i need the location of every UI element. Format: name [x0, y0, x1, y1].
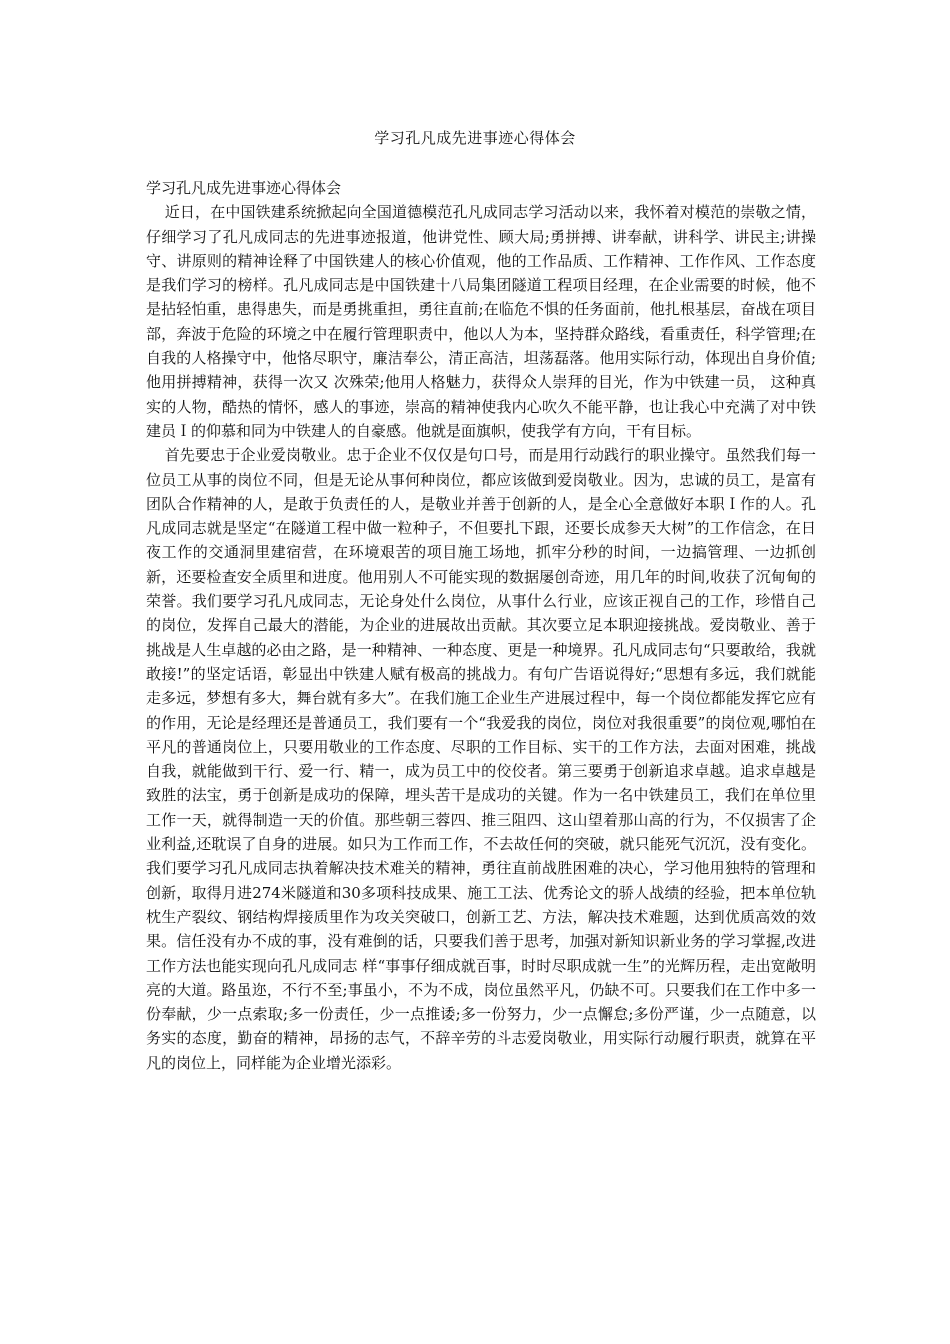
document-title: 学习孔凡成先进事迹心得体会 [374, 129, 576, 147]
document-subtitle: 学习孔凡成先进事迹心得体会 [146, 179, 342, 197]
body-paragraph: 近日，在中国铁建系统掀起向全国道德模范孔凡成同志学习活动以来，我怀着对模范的崇敬之情，仔细学习了孔凡成同志的先进事迹报道，他讲党性、顾大局;勇拼搏、讲奉献，讲科学、讲民主;讲操守、讲原则的精神诠释了中国铁建人的核心价值观，他的工作品质、工作精神、工作作风、工作态度是我们学习的榜样。孔凡成同志是中国铁建十八局集团隧道工程项目经理，在企业需要的时候，他不是拈轻怕重，患得患失，而是勇挑重担，勇往直前;在临危不惧的任务面前，他扎根基层，奋战在项目部，奔波于危险的环境之中在履行管理职责中，他以人为本，坚持群众路线，看重责任，科学管理;在自我的人格操守中，他恪尽职守，廉洁奉公，清正高洁，坦荡磊落。他用实际行动，体现出自身价值;他用拼搏精神，获得一次又 次殊荣;他用人格魅力，获得众人崇拜的目光，作为中铁建一员， 这种真实的人物，酷热的情怀，感人的事迹，崇高的精神使我内心吹久不能平静，也让我心中充满了对中铁建员Ｉ的仰慕和同为中铁建人的自豪感。他就是面旗帜，使我学有方向，干有目标。 [146, 203, 816, 440]
body-paragraph: 首先要忠于企业爱岗敬业。忠于企业不仅仅是句口号，而是用行动践行的职业操守。虽然我们每一位员工从事的岗位不同，但是无论从事何种岗位，都应该做到爱岗敬业。因为，忠诚的员工，是富有团队合作精神的人，是敢于负责任的人，是敬业并善于创新的人，是全心全意做好本职Ｉ作的人。孔凡成同志就是坚定“在隧道工程中做一粒种子，不但要扎下跟，还要长成参天大树”的工作信念，在日夜工作的交通洞里建宿营，在环境艰苦的项目施工场地，抓牢分秒的时间，一边搞管理、一边抓创新，还要检查安全质里和进度。他用别人不可能实现的数据屡创奇迹，用几年的时间,收获了沉甸甸的荣誉。我们要学习孔凡成同志，无论身处什么岗位，从事什么行业，应该正视自己的工作，珍惜自己的岗位，发挥自己最大的潜能，为企业的进展故出贡献。其次要立足本职迎接挑战。爱岗敬业、善于挑战是人生卓越的必由之路，是一种精神、一种态度、更是一种境界。孔凡成同志句“只要敢给，我就敢接!”的坚定话语，彰显出中铁建人赋有极高的挑战力。有句广告语说得好;“思想有多远，我们就能走多远，梦想有多大，舞台就有多大”。在我们施工企业生产进展过程中，每一个岗位都能发挥它应有的作用，无论是经理还是普通员工，我们要有一个“我爱我的岗位，岗位对我很重要”的岗位观,哪怕在平凡的普通岗位上，只要用敬业的工作态度、尽职的工作目标、实干的工作方法，去面对困难，挑战自我，就能做到干行、爱一行、精一，成为员工中的佼佼者。第三要勇于创新追求卓越。追求卓越是致胜的法宝，勇于创新是成功的保障，埋头苦干是成功的关键。作为一名中铁建员工，我们在单位里工作一天，就得制造一天的价值。那些朝三蓉四、推三阻四、这山望着那山高的行为，不仅损害了企业利益,还耽误了自身的进展。如只为工作而工作，不去故任何的突破，就只能死气沉沉，没有变化。我们要学习孔凡成同志执着解决技术难关的精神，勇往直前战胜困难的决心，学习他用独特的管理和创新，取得月进274米隧道和30多项科技成果、施工工法、优秀论文的骄人战绩的经验，把本单位轨枕生产裂纹、钢结构焊接质里作为攻关突破口，创新工艺、方法，解决技术难题，达到优质高效的效果。信任没有办不成的事，没有难倒的话，只要我们善于思考，加强对新知识新业务的学习掌握,改进工作方法也能实现向孔凡成同志 样“事事仔细成就百事，时时尽职成就一生”的光辉历程，走出宽敞明亮的大道。路虽迩，不行不至;事虽小，不为不成，岗位虽然平凡，仍缺不可。只要我们在工作中多一份奉献，少一点索取;多一份责任，少一点推诿;多一份努力，少一点懈怠;多份严谨，少一点随意，以务实的态度，勤奋的精神，昂扬的志气，不辞辛劳的斗志爱岗敬业，用实际行动履行职责，就算在平凡的岗位上，同样能为企业增光添彩。 [146, 446, 816, 1072]
document-body [146, 176, 816, 1075]
